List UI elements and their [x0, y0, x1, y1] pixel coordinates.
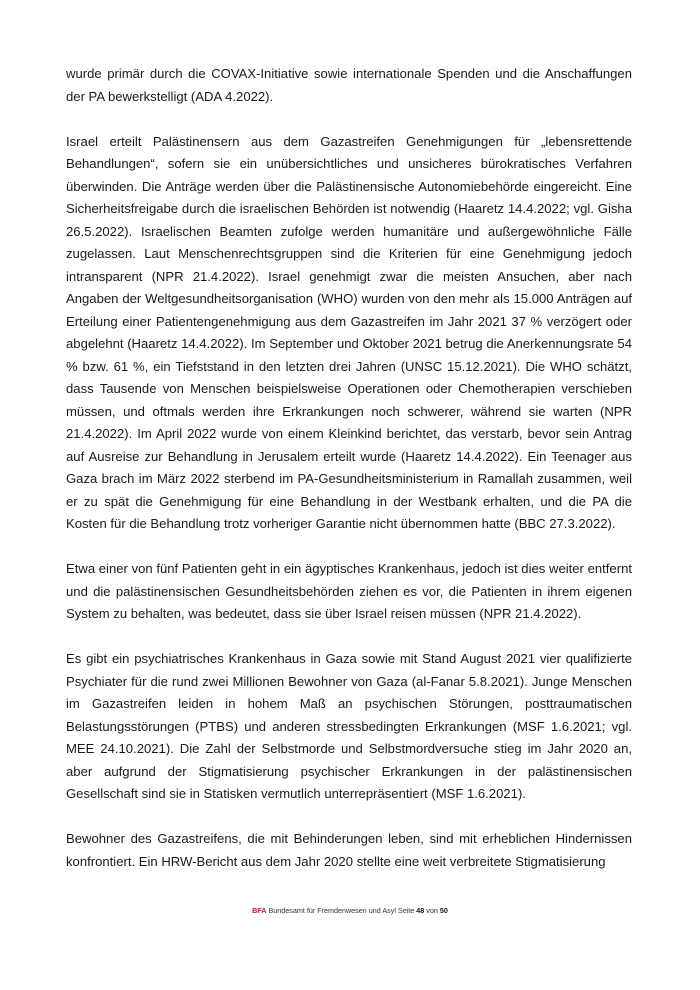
paragraph: Etwa einer von fünf Patienten geht in ein ägyptisches Krankenhaus, jedoch ist dies weiter entfernt und die palästinensischen Gesundheitsbehörden ziehen es vor, die Patienten in ihrem eigenen System zu behalten, was bedeutet, dass sie über Israel reisen müssen (NPR 21.4.2022).	[66, 561, 632, 621]
bfa-logo-text: BFA	[252, 906, 267, 915]
page-footer	[0, 906, 700, 915]
footer-agency-text: Bundesamt für Fremdenwesen und Asyl Seite	[268, 906, 415, 915]
body-text	[66, 63, 632, 896]
page-number: 48	[416, 906, 425, 915]
paragraph: wurde primär durch die COVAX-Initiative sowie internationale Spenden und die Anschaffungen der PA bewerkstelligt (ADA 4.2022).	[66, 66, 632, 104]
paragraph: Es gibt ein psychiatrisches Krankenhaus in Gaza sowie mit Stand August 2021 vier qualifizierte Psychiater für die rund zwei Millionen Bewohner von Gaza (al-Fanar 5.8.2021). Junge Menschen im Gazastreifen leiden in hohem Maß an psychischen Störungen, posttraumatischen Belastungsstörungen (PTBS) und anderen stressbedingten Erkrankungen (MSF 1.6.2021; vgl. MEE 24.10.2021). Die Zahl der Selbstmorde und Selbstmordversuche stieg im Jahr 2020 an, aber aufgrund der Stigmatisierung psychischer Erkrankungen in der palästinensischen Gesellschaft sind sie in Statisken vermutlich unterrepräsentiert (MSF 1.6.2021).	[66, 651, 632, 801]
paragraph: Bewohner des Gazastreifens, die mit Behinderungen leben, sind mit erheblichen Hindernissen konfrontiert. Ein HRW-Bericht aus dem Jahr 2020 stellte eine weit verbreitete Stigmatisierung	[66, 831, 632, 869]
page-total: 50	[439, 906, 448, 915]
paragraph: Israel erteilt Palästinensern aus dem Gazastreifen Genehmigungen für „lebensrettende Behandlungen“, sofern sie ein unübersichtliches und unsicheres bürokratisches Verfahren überwinden. Die Anträge werden über die Palästinensische Autonomiebehörde eingereicht. Eine Sicherheitsfreigabe durch die israelischen Behörden ist notwendig (Haaretz 14.4.2022; vgl. Gisha 26.5.2022). Israelischen Beamten zufolge werden humanitäre und außergewöhnliche Fälle zugelassen. Laut Menschenrechtsgruppen sind die Kriterien für eine Genehmigung jedoch intransparent (NPR 21.4.2022). Israel genehmigt zwar die meisten Ansuchen, aber nach Angaben der Weltgesundheitsorganisation (WHO) wurden von den mehr als 15.000 Anträgen auf Erteilung einer Patientengenehmigung aus dem Gazastreifen im Jahr 2021 37 % verzögert oder abgelehnt (Haaretz 14.4.2022). Im September und Oktober 2021 betrug die Anerkennungsrate 54 % bzw. 61 %, ein Tiefststand in den letzten drei Jahren (UNSC 15.12.2021). Die WHO schätzt, dass Tausende von Menschen beispielsweise Operationen oder Chemotherapien verschieben müssen, und oftmals werden ihre Erkrankungen noch schwerer, während sie warten (NPR 21.4.2022). Im April 2022 wurde von einem Kleinkind berichtet, das verstarb, bevor sein Antrag auf Ausreise zur Behandlung in Jerusalem erteilt wurde (Haaretz 14.4.2022). Ein Teenager aus Gaza brach im März 2022 sterbend im PA-Gesundheitsministerium in Ramallah zusammen, weil er zu spät die Genehmigung für eine Behandlung in der Westbank erhalten, und die PA die Kosten für die Behandlung trotz vorheriger Garantie nicht übernommen hatte (BBC 27.3.2022).	[66, 133, 632, 531]
footer-of-text: von	[426, 906, 438, 915]
